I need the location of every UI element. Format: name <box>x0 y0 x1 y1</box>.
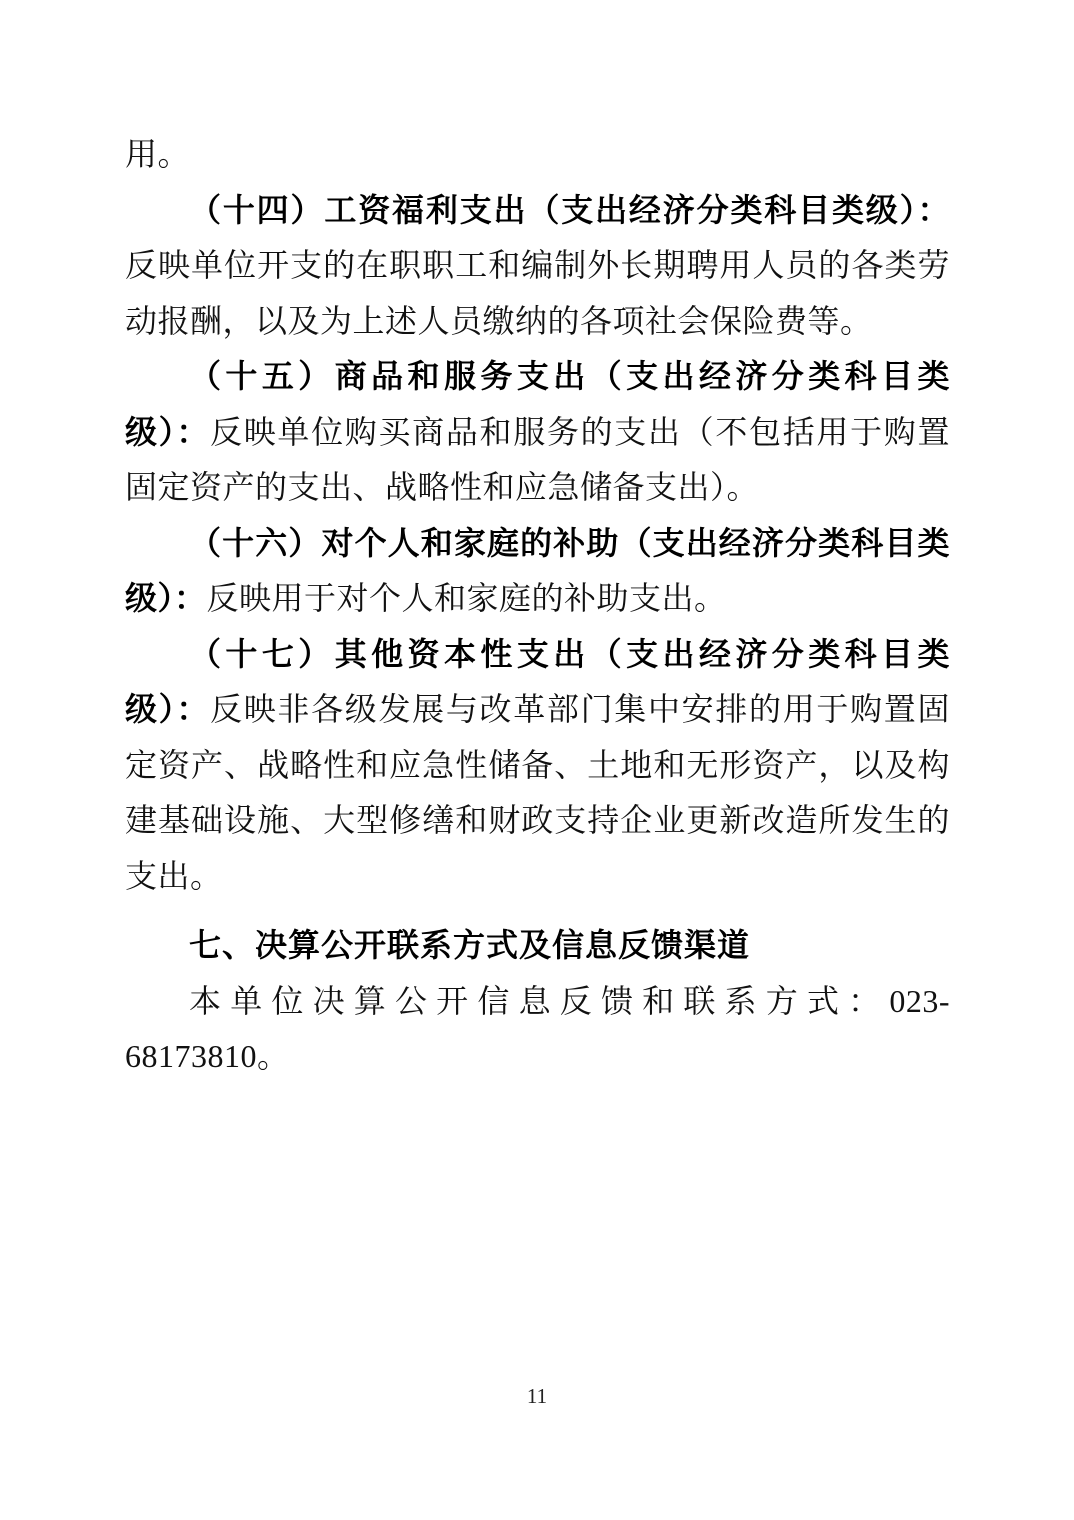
item-17-lead: （十七）其他资本性支出（支出经济分类科目类级）： <box>125 635 950 727</box>
paragraph-continuation: 用。 <box>125 136 191 172</box>
paragraph-item-14 <box>125 183 950 350</box>
item-16-lead: （十六）对个人和家庭的补助（支出经济分类科目类级）： <box>125 524 950 616</box>
paragraph-item-17 <box>125 627 950 905</box>
paragraph-item-15 <box>125 349 950 516</box>
item-14-text: 反映单位开支的在职职工和编制外长期聘用人员的各类劳动报酬，以及为上述人员缴纳的各项社会保险费等。 <box>125 247 950 339</box>
document-content <box>125 127 950 1085</box>
paragraph-item-16 <box>125 516 950 627</box>
paragraph-contact: 本单位决算公开信息反馈和联系方式：023-68173810。 <box>125 982 950 1074</box>
item-16-text: 反映用于对个人和家庭的补助支出。 <box>206 580 727 616</box>
item-17-text: 反映非各级发展与改革部门集中安排的用于购置固定资产、战略性和应急性储备、土地和无形资产，以及构建基础设施、大型修缮和财政支持企业更新改造所发生的支出。 <box>125 691 950 894</box>
section-heading: 七、决算公开联系方式及信息反馈渠道 <box>189 927 751 963</box>
item-15-lead: （十五）商品和服务支出（支出经济分类科目类级）： <box>125 358 950 450</box>
page-number: 11 <box>526 1384 548 1408</box>
item-14-lead: （十四）工资福利支出（支出经济分类科目类级）： <box>189 191 950 228</box>
item-15-text: 反映单位购买商品和服务的支出（不包括用于购置固定资产的支出、战略性和应急储备支出）。 <box>125 413 950 505</box>
